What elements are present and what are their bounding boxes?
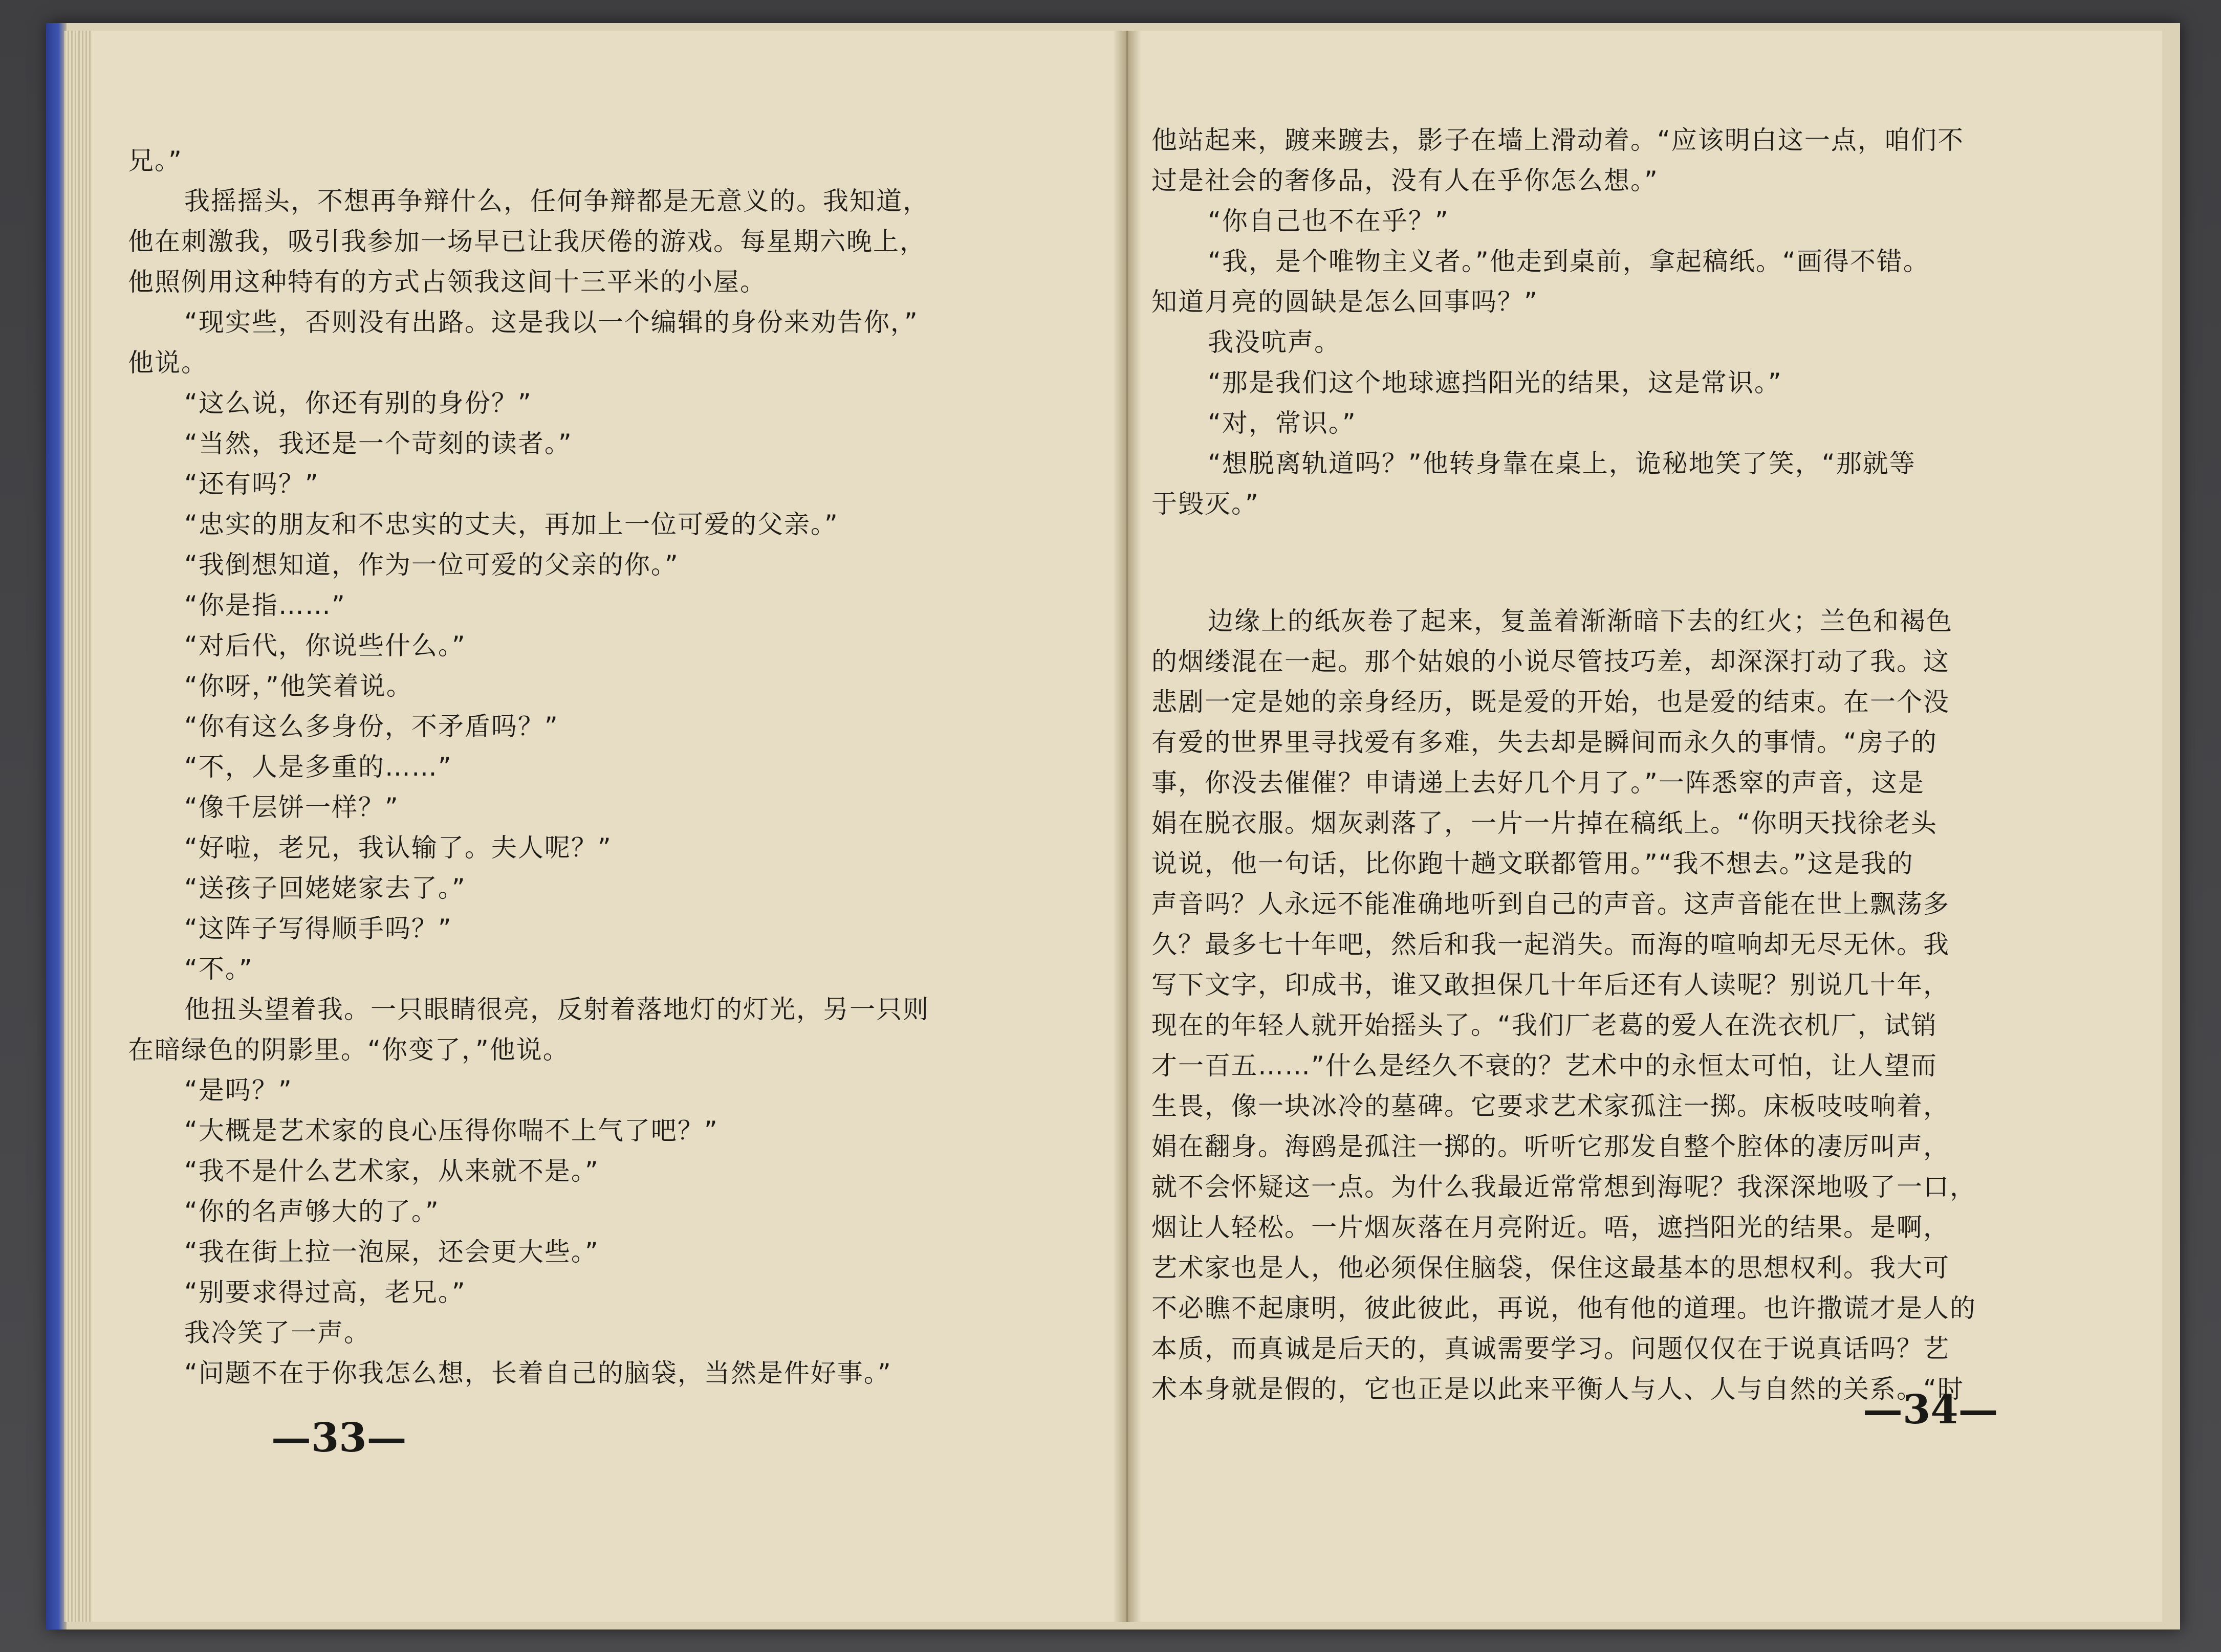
text-line: “想脱离轨道吗？”他转身靠在桌上，诡秘地笑了笑，“那就等 (1208, 449, 1916, 478)
text-line: “现实些，否则没有出路。这是我以一个编辑的身份来劝告你，” (184, 307, 919, 337)
text-line: 悲剧一定是她的亲身经历，既是爱的开始，也是爱的结束。在一个没 (1151, 687, 1950, 717)
text-line: “对后代，你说些什么。” (184, 631, 466, 660)
text-line: “大概是艺术家的良心压得你喘不上气了吧？” (184, 1116, 718, 1146)
text-line: “那是我们这个地球遮挡阳光的结果，这是常识。” (1208, 368, 1782, 398)
text-line: 兄。” (128, 146, 183, 175)
text-line: “送孩子回姥姥家去了。” (184, 873, 466, 903)
text-line: 不必瞧不起康明，彼此彼此，再说，他有他的道理。也许撒谎才是人的 (1151, 1293, 1976, 1323)
text-line: “不。” (184, 954, 253, 984)
text-line: 现在的年轻人就开始摇头了。“我们厂老葛的爱人在洗衣机厂，试销 (1151, 1010, 1937, 1040)
text-line: “对，常识。” (1208, 408, 1357, 438)
text-line: “好啦，老兄，我认输了。夫人呢？” (184, 833, 612, 863)
page-number-right: —34— (1863, 1386, 1998, 1433)
text-line: “你是指……” (184, 590, 346, 620)
text-line: 写下文字，印成书，谁又敢担保几十年后还有人读呢？别说几十年， (1151, 970, 1950, 1000)
text-line: “还有吗？” (184, 469, 319, 499)
text-line: 艺术家也是人，他必须保住脑袋，保住这最基本的思想权利。我大可 (1151, 1253, 1950, 1283)
text-line: “这阵子写得顺手吗？” (184, 914, 452, 943)
text-line: “我倒想知道，作为一位可爱的父亲的你。” (184, 550, 679, 580)
text-line: 才一百五……”什么是经久不衰的？艺术中的永恒太可怕，让人望而 (1151, 1051, 1937, 1081)
text-line: “你呀，”他笑着说。 (184, 671, 413, 701)
page-number-left: —33— (271, 1415, 407, 1461)
text-line: 就不会怀疑这一点。为什么我最近常常想到海呢？我深深地吸了一口， (1151, 1172, 1976, 1202)
text-line: 边缘上的纸灰卷了起来，复盖着渐渐暗下去的红火；兰色和褐色 (1208, 606, 1953, 636)
text-line: 本质，而真诚是后天的，真诚需要学习。问题仅仅在于说真话吗？艺 (1151, 1334, 1950, 1363)
right-page-text (1146, 120, 2119, 1409)
text-line: “这么说，你还有别的身份？” (184, 388, 532, 418)
text-line: “是吗？” (184, 1075, 293, 1105)
text-line: “不，人是多重的……” (184, 752, 452, 782)
text-line: “别要求得过高，老兄。” (184, 1277, 466, 1307)
text-line: 说说，他一句话，比你跑十趟文联都管用。”“我不想去。”这是我的 (1151, 849, 1914, 878)
text-line: 于毁灭。” (1151, 489, 1259, 519)
text-line: “我，是个唯物主义者。”他走到桌前，拿起稿纸。“画得不错。 (1208, 247, 1930, 276)
text-line: “你自己也不在乎？” (1208, 206, 1449, 236)
text-line: 我摇摇头，不想再争辩什么，任何争辩都是无意义的。我知道， (184, 186, 929, 216)
text-line: 在暗绿色的阴影里。“你变了，”他说。 (128, 1035, 570, 1065)
text-line: “问题不在于你我怎么想，长着自己的脑袋，当然是件好事。” (184, 1358, 892, 1388)
text-line: “我在街上拉一泡屎，还会更大些。” (184, 1237, 599, 1267)
page-edges (64, 31, 95, 1622)
text-line: “我不是什么艺术家，从来就不是。” (184, 1156, 599, 1186)
book-gutter (1113, 31, 1141, 1622)
text-line: 我没吭声。 (1208, 327, 1341, 357)
text-line: 久？最多七十年吧，然后和我一起消失。而海的喧响却无尽无休。我 (1151, 930, 1950, 959)
book-cover-edge (46, 23, 67, 1629)
text-line: 事，你没去催催？申请递上去好几个月了。”一阵悉窣的声音，这是 (1151, 768, 1925, 798)
text-line: 术本身就是假的，它也正是以此来平衡人与人、人与自然的关系。“时 (1151, 1374, 1964, 1404)
text-line: 他照例用这种特有的方式占领我这间十三平米的小屋。 (128, 267, 767, 297)
text-line: 他说。 (128, 348, 208, 378)
text-line: 的烟缕混在一起。那个姑娘的小说尽管技巧差，却深深打动了我。这 (1151, 647, 1950, 676)
text-line: 知道月亮的圆缺是怎么回事吗？” (1151, 287, 1538, 317)
text-line: “你的名声够大的了。” (184, 1197, 440, 1226)
text-line: 有爱的世界里寻找爱有多难，失去却是瞬间而永久的事情。“房子的 (1151, 728, 1937, 757)
text-line (1146, 524, 2119, 601)
text-line: 娟在翻身。海鸥是孤注一掷的。听听它那发自整个腔体的凄厉叫声， (1151, 1132, 1950, 1161)
text-line: 我冷笑了一声。 (184, 1318, 371, 1348)
text-line: 声音吗？人永远不能准确地听到自己的声音。这声音能在世上飘荡多 (1151, 889, 1950, 919)
text-line: 他在刺激我，吸引我参加一场早已让我厌倦的游戏。每星期六晚上， (128, 227, 926, 256)
text-line: 他站起来，踱来踱去，影子在墙上滑动着。“应该明白这一点，咱们不 (1151, 125, 1964, 155)
left-page-text (123, 141, 1080, 1394)
text-line: 他扭头望着我。一只眼睛很亮，反射着落地灯的灯光，另一只则 (184, 995, 929, 1024)
text-line: 烟让人轻松。一片烟灰落在月亮附近。唔，遮挡阳光的结果。是啊， (1151, 1213, 1950, 1242)
text-line: 过是社会的奢侈品，没有人在乎你怎么想。” (1151, 166, 1659, 195)
text-line: 生畏，像一块冰冷的墓碑。它要求艺术家孤注一掷。床板吱吱响着， (1151, 1091, 1950, 1121)
text-line: “你有这么多身份，不矛盾吗？” (184, 712, 559, 741)
text-line: “当然，我还是一个苛刻的读者。” (184, 429, 573, 458)
text-line: “忠实的朋友和不忠实的丈夫，再加上一位可爱的父亲。” (184, 510, 839, 539)
text-line: 娟在脱衣服。烟灰剥落了，一片一片掉在稿纸上。“你明天找徐老头 (1151, 808, 1937, 838)
text-line: “像千层饼一样？” (184, 792, 399, 822)
